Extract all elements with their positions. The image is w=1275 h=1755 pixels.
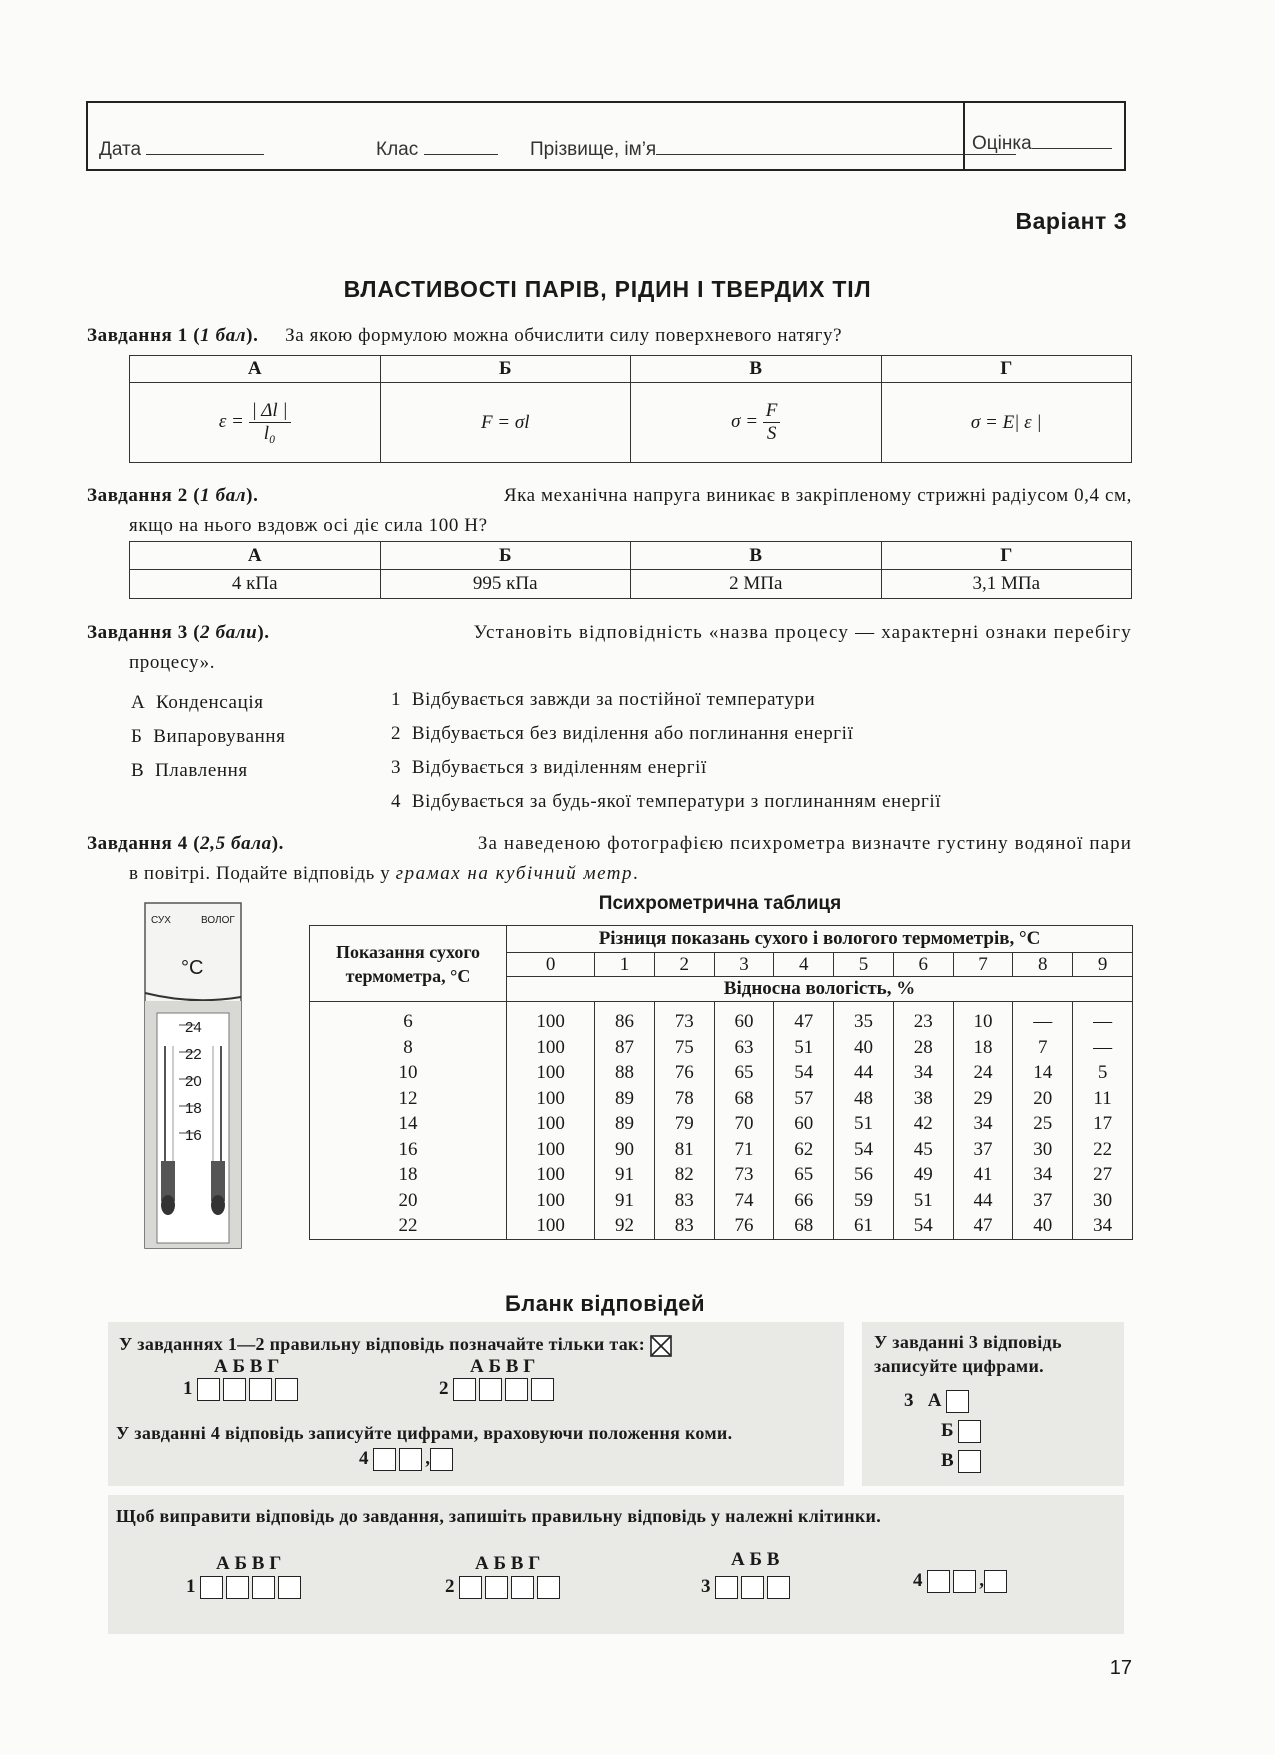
dry-temp-cell: 12	[310, 1086, 507, 1112]
humidity-cell: 59	[834, 1188, 894, 1214]
task-1-options	[129, 355, 1132, 463]
correction-1-b[interactable]	[226, 1576, 249, 1599]
humidity-cell: 20	[1013, 1086, 1073, 1112]
humidity-cell: 27	[1073, 1163, 1133, 1189]
humidity-cell: 34	[1073, 1214, 1133, 1240]
humidity-cell: 28	[893, 1035, 953, 1061]
dry-temp-cell: 8	[310, 1035, 507, 1061]
humidity-cell: 37	[1013, 1188, 1073, 1214]
task-2-question: Завдання 2 (1 бал). Яка механічна напруга виникає в закріпленому стрижні радіусом 0,4 см, якщо на нього вздовж осі діє сила 100 Н?	[87, 485, 1132, 536]
list-item: Б Випаровування	[131, 726, 286, 747]
correction-1-d[interactable]	[278, 1576, 301, 1599]
correction-2-a[interactable]	[459, 1576, 482, 1599]
correction-4-digit-1[interactable]	[927, 1570, 950, 1593]
humidity-cell: 100	[507, 1112, 595, 1138]
humidity-cell: 88	[595, 1061, 655, 1087]
humidity-cell: 54	[774, 1061, 834, 1087]
humidity-cell: 23	[893, 1010, 953, 1036]
humidity-cell: 92	[595, 1214, 655, 1240]
humidity-cell: 10	[953, 1010, 1013, 1036]
task-2-options: А Б В Г 4 кПа 995 кПа 2 МПа 3,1 МПа	[129, 541, 1132, 599]
humidity-cell: 100	[507, 1086, 595, 1112]
answer-1-c[interactable]	[249, 1378, 272, 1401]
humidity-cell: 18	[953, 1035, 1013, 1061]
table-row	[310, 1137, 1133, 1163]
table-body	[310, 1010, 1133, 1240]
option-d-letter: Г	[881, 356, 1132, 383]
humidity-cell: 73	[654, 1010, 714, 1036]
table-row	[310, 1163, 1133, 1189]
option-a-value: 4 кПа	[130, 570, 381, 599]
humidity-cell: 78	[654, 1086, 714, 1112]
table-row	[310, 1061, 1133, 1087]
answer-2-c[interactable]	[505, 1378, 528, 1401]
table-row	[310, 1112, 1133, 1138]
list-item: 1 Відбувається завжди за постійної температури	[391, 689, 816, 710]
humidity-cell: 41	[953, 1163, 1013, 1189]
humidity-cell: 76	[654, 1061, 714, 1087]
option-d-value: 3,1 МПа	[881, 570, 1132, 599]
correction-4-digit-3[interactable]	[984, 1570, 1007, 1593]
humidity-cell: 57	[774, 1086, 834, 1112]
dry-temp-cell: 18	[310, 1163, 507, 1189]
humidity-cell: 30	[1073, 1188, 1133, 1214]
formula-hooke: σ = E| ε |	[881, 383, 1132, 463]
correction-3-a[interactable]	[715, 1576, 738, 1599]
humidity-cell: 51	[893, 1188, 953, 1214]
humidity-cell: 79	[654, 1112, 714, 1138]
answer-2-b[interactable]	[479, 1378, 502, 1401]
answer-sheet-title: Бланк відповідей	[504, 1291, 706, 1316]
humidity-cell: 51	[834, 1112, 894, 1138]
humidity-cell: 81	[654, 1137, 714, 1163]
table-row	[310, 1086, 1133, 1112]
humidity-cell: 11	[1073, 1086, 1133, 1112]
humidity-cell: 48	[834, 1086, 894, 1112]
humidity-cell: 44	[834, 1061, 894, 1087]
humidity-cell: 83	[654, 1214, 714, 1240]
humidity-cell: 100	[507, 1035, 595, 1061]
humidity-cell: 22	[1073, 1137, 1133, 1163]
table-row	[310, 1214, 1133, 1240]
date-field[interactable]: Дата	[99, 139, 264, 161]
table-row	[310, 1010, 1133, 1036]
humidity-cell: 68	[774, 1214, 834, 1240]
humidity-cell: 90	[595, 1137, 655, 1163]
correction-instruction: Щоб виправити відповідь до завдання, запишіть правильну відповідь у належні клітинки.	[116, 1506, 882, 1526]
diff-values-row: 0 1 2 3 4 5 6 7 8 9	[310, 953, 1133, 977]
humidity-cell: 86	[595, 1010, 655, 1036]
humidity-cell: 40	[1013, 1214, 1073, 1240]
humidity-cell: 65	[714, 1061, 774, 1087]
humidity-cell: 89	[595, 1086, 655, 1112]
task-1-question: Завдання 1 (1 бал). За якою формулою можна обчислити силу поверхневого натягу?	[87, 325, 843, 346]
correction-3-b[interactable]	[741, 1576, 764, 1599]
humidity-cell: 100	[507, 1137, 595, 1163]
task-3-features	[391, 683, 941, 819]
answer-4-row: 4 ,	[359, 1448, 456, 1471]
humidity-cell: —	[1073, 1010, 1133, 1036]
dry-temp-cell: 16	[310, 1137, 507, 1163]
humidity-cell: 100	[507, 1010, 595, 1036]
humidity-cell: 65	[774, 1163, 834, 1189]
correction-3-row: 3	[701, 1576, 793, 1599]
humidity-cell: —	[1013, 1010, 1073, 1036]
instruction-4: У завданні 4 відповідь записуйте цифрами, враховуючи положення коми.	[116, 1423, 733, 1443]
instruction-1-2: У завданнях 1—2 правильну відповідь позначайте тільки так:	[119, 1334, 672, 1357]
list-item: А Конденсація	[131, 692, 264, 713]
variant-label: Варіант 3	[1015, 208, 1127, 234]
humidity-cell: 47	[953, 1214, 1013, 1240]
checked-box-icon	[650, 1335, 672, 1357]
humidity-cell: 35	[834, 1010, 894, 1036]
list-item: 2 Відбувається без виділення або поглинання енергії	[391, 723, 854, 744]
humidity-cell: 56	[834, 1163, 894, 1189]
formula-stress: σ = $\frac{F}{S}$	[631, 383, 882, 463]
answer-4-digit-1[interactable]	[373, 1448, 396, 1471]
correction-2-row: 2	[445, 1576, 563, 1599]
correction-4-row: 4 ,	[913, 1570, 1010, 1593]
humidity-cell: 45	[893, 1137, 953, 1163]
humidity-cell: 74	[714, 1188, 774, 1214]
humidity-cell: 100	[507, 1214, 595, 1240]
rh-header: Відносна вологість, %	[507, 977, 1133, 1002]
list-item: 4 Відбувається за будь-якої температури з поглинанням енергії	[391, 791, 942, 812]
humidity-cell: 7	[1013, 1035, 1073, 1061]
answer-3-b[interactable]	[958, 1420, 981, 1443]
humidity-cell: 40	[834, 1035, 894, 1061]
task-3-question: Завдання 3 (2 бали). Установіть відповідність «назва процесу — характерні ознаки перебігу процесу».	[87, 622, 1132, 673]
humidity-cell: 100	[507, 1061, 595, 1087]
humidity-cell: 70	[714, 1112, 774, 1138]
correction-1-a[interactable]	[200, 1576, 223, 1599]
answer-3-a[interactable]	[946, 1390, 969, 1413]
humidity-cell: 37	[953, 1137, 1013, 1163]
answer-1-row: 1	[183, 1378, 301, 1401]
answer-1-b[interactable]	[223, 1378, 246, 1401]
table-row	[310, 1188, 1133, 1214]
humidity-cell: 34	[953, 1112, 1013, 1138]
table-title: Психрометрична таблиця	[598, 893, 842, 914]
dry-temp-cell: 20	[310, 1188, 507, 1214]
humidity-cell: 42	[893, 1112, 953, 1138]
answer-2-a[interactable]	[453, 1378, 476, 1401]
answer-2-d[interactable]	[531, 1378, 554, 1401]
humidity-cell: 75	[654, 1035, 714, 1061]
correction-2-b[interactable]	[485, 1576, 508, 1599]
humidity-cell: 29	[953, 1086, 1013, 1112]
option-a-letter: А	[130, 356, 381, 383]
dry-temp-cell: 14	[310, 1112, 507, 1138]
humidity-cell: 71	[714, 1137, 774, 1163]
humidity-cell: 87	[595, 1035, 655, 1061]
humidity-cell: 91	[595, 1188, 655, 1214]
humidity-cell: 83	[654, 1188, 714, 1214]
humidity-cell: 91	[595, 1163, 655, 1189]
answer-3-c[interactable]	[958, 1450, 981, 1473]
humidity-cell: —	[1073, 1035, 1133, 1061]
humidity-cell: 82	[654, 1163, 714, 1189]
correction-3-c[interactable]	[767, 1576, 790, 1599]
humidity-cell: 61	[834, 1214, 894, 1240]
humidity-cell: 63	[714, 1035, 774, 1061]
formula-surface-tension-force: F = σl	[380, 383, 631, 463]
dry-thermometer-header: Показання сухого термометра, °С	[310, 926, 507, 1002]
humidity-cell: 51	[774, 1035, 834, 1061]
answer-3-rows: 3 А Б В	[904, 1386, 984, 1476]
answer-1-d[interactable]	[275, 1378, 298, 1401]
grade-field[interactable]: Оцінка	[972, 133, 1112, 155]
formula-strain: ε = $\frac{| \Delta l |}{\text{l₀}}$	[130, 383, 381, 463]
correction-2-c[interactable]	[511, 1576, 534, 1599]
humidity-cell: 76	[714, 1214, 774, 1240]
humidity-cell: 73	[714, 1163, 774, 1189]
humidity-cell: 17	[1073, 1112, 1133, 1138]
humidity-cell: 38	[893, 1086, 953, 1112]
correction-1-row: 1	[186, 1576, 304, 1599]
humidity-cell: 60	[774, 1112, 834, 1138]
humidity-cell: 47	[774, 1010, 834, 1036]
task-3-processes	[131, 686, 286, 788]
correction-1-c[interactable]	[252, 1576, 275, 1599]
page-title: ВЛАСТИВОСТІ ПАРІВ, РІДИН І ТВЕРДИХ ТІЛ	[343, 276, 872, 302]
dry-temp-cell: 22	[310, 1214, 507, 1240]
page-number: 17	[1109, 1657, 1132, 1679]
humidity-cell: 49	[893, 1163, 953, 1189]
answer-2-row: 2	[439, 1378, 557, 1401]
humidity-cell: 62	[774, 1137, 834, 1163]
list-item: 3 Відбувається з виділенням енергії	[391, 757, 707, 778]
humidity-cell: 34	[893, 1061, 953, 1087]
instruction-3: У завданні 3 відповідь записуйте цифрами.	[874, 1332, 1062, 1376]
option-b-value: 995 кПа	[380, 570, 631, 599]
humidity-cell: 44	[953, 1188, 1013, 1214]
humidity-cell: 100	[507, 1163, 595, 1189]
list-item: В Плавлення	[131, 760, 248, 781]
correction-2-d[interactable]	[537, 1576, 560, 1599]
humidity-cell: 24	[953, 1061, 1013, 1087]
correction-4-digit-2[interactable]	[953, 1570, 976, 1593]
humidity-cell: 89	[595, 1112, 655, 1138]
humidity-cell: 34	[1013, 1163, 1073, 1189]
psychrometer-photo: СУХ ВОЛОГ °C 24 22 20 18 16	[143, 901, 243, 1250]
name-field[interactable]: Прізвище, ім’я	[530, 139, 1016, 161]
humidity-cell: 68	[714, 1086, 774, 1112]
student-info-box	[86, 101, 1126, 171]
humidity-cell: 100	[507, 1188, 595, 1214]
dry-temp-cell: 10	[310, 1061, 507, 1087]
humidity-cell: 54	[834, 1137, 894, 1163]
answer-4-digit-2[interactable]	[399, 1448, 422, 1471]
option-c-value: 2 МПа	[631, 570, 882, 599]
humidity-cell: 25	[1013, 1112, 1073, 1138]
dry-temp-cell: 6	[310, 1010, 507, 1036]
humidity-cell: 60	[714, 1010, 774, 1036]
humidity-cell: 66	[774, 1188, 834, 1214]
answer-1-a[interactable]	[197, 1378, 220, 1401]
diff-header: Різниця показань сухого і вологого термометрів, °С	[507, 926, 1133, 953]
humidity-cell: 14	[1013, 1061, 1073, 1087]
answer-4-digit-3[interactable]	[430, 1448, 453, 1471]
class-field[interactable]: Клас	[376, 139, 498, 161]
table-row	[310, 1035, 1133, 1061]
option-c-letter: В	[631, 356, 882, 383]
psychrometric-table	[309, 925, 1133, 1240]
humidity-cell: 54	[893, 1214, 953, 1240]
option-b-letter: Б	[380, 356, 631, 383]
task-4-question: Завдання 4 (2,5 бала). За наведеною фотографією психрометра визначте густину водяної пари в повітрі. Подайте відповідь у грамах на кубічний метр.	[87, 833, 1132, 884]
humidity-cell: 5	[1073, 1061, 1133, 1087]
humidity-cell: 30	[1013, 1137, 1073, 1163]
